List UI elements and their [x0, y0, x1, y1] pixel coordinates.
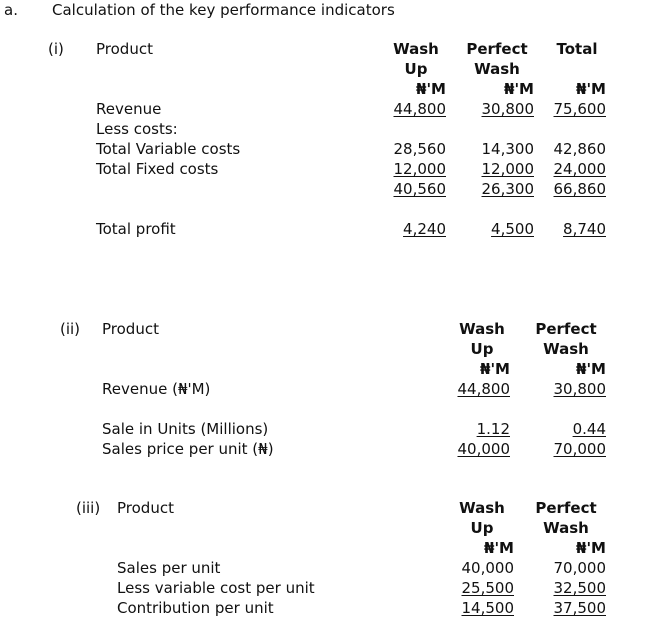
part-i-profit-perfect-wash: 4,500 — [491, 220, 534, 238]
part-ii-price-wash-up: 40,000 — [457, 440, 510, 458]
part-ii-units-wash-up: 1.12 — [476, 420, 510, 438]
part-i-col-wash-up-line1: Wash — [393, 40, 439, 58]
part-iii-col-wash-up-line2: Up — [470, 519, 494, 537]
part-i-col-total: Total — [556, 40, 598, 58]
part-iii-contribution-wash-up: 14,500 — [461, 599, 514, 617]
part-iii-marker: (iii) — [76, 499, 101, 517]
part-i-unit-total: ₦'M — [576, 80, 606, 98]
part-i-product-label: Product — [96, 40, 153, 58]
part-ii-revenue-perfect-wash: 30,800 — [553, 380, 606, 398]
part-i-fixed-label: Total Fixed costs — [96, 160, 219, 178]
part-i-fixed-wash-up: 12,000 — [393, 160, 446, 178]
part-i-profit-wash-up: 4,240 — [403, 220, 446, 238]
part-ii-col-wash-up-line2: Up — [470, 340, 494, 358]
part-iii-sales-label: Sales per unit — [117, 559, 221, 577]
section-title: Calculation of the key performance indicators — [52, 1, 395, 19]
part-i-total-costs-wash-up: 40,560 — [393, 180, 446, 198]
part-i-fixed-total: 24,000 — [553, 160, 606, 178]
part-i-col-perfect-wash-line1: Perfect — [466, 40, 528, 58]
part-iii-unit-perfect-wash: ₦'M — [576, 539, 606, 557]
part-i-variable-total: 42,860 — [553, 140, 606, 158]
part-ii-product-label: Product — [102, 320, 159, 338]
part-ii-col-perfect-wash-line1: Perfect — [535, 320, 597, 338]
part-i-variable-wash-up: 28,560 — [393, 140, 446, 158]
part-i-variable-label: Total Variable costs — [96, 140, 241, 158]
part-iii-unit-wash-up: ₦'M — [484, 539, 514, 557]
part-ii-price-label: Sales price per unit (₦) — [102, 440, 274, 458]
part-iii-col-perfect-wash-line2: Wash — [543, 519, 589, 537]
part-i-profit-label: Total profit — [96, 220, 176, 238]
part-ii-units-label: Sale in Units (Millions) — [102, 420, 269, 438]
part-i-revenue-wash-up: 44,800 — [393, 100, 446, 118]
part-iii-col-wash-up-line1: Wash — [459, 499, 505, 517]
part-i-profit-total: 8,740 — [563, 220, 606, 238]
part-i-revenue-label: Revenue — [96, 100, 162, 118]
part-i-col-wash-up-line2: Up — [404, 60, 428, 78]
section-letter: a. — [4, 1, 18, 19]
part-iii-variable-perfect-wash: 32,500 — [553, 579, 606, 597]
part-i-unit-perfect-wash: ₦'M — [504, 80, 534, 98]
part-i-less-costs-label: Less costs: — [96, 120, 178, 138]
part-ii-price-perfect-wash: 70,000 — [553, 440, 606, 458]
part-i-marker: (i) — [48, 40, 64, 58]
part-iii-sales-perfect-wash: 70,000 — [553, 559, 606, 577]
part-i-revenue-perfect-wash: 30,800 — [481, 100, 534, 118]
part-ii-revenue-wash-up: 44,800 — [457, 380, 510, 398]
part-iii-variable-label: Less variable cost per unit — [117, 579, 315, 597]
part-ii-revenue-label: Revenue (₦'M) — [102, 380, 211, 398]
part-iii-contribution-perfect-wash: 37,500 — [553, 599, 606, 617]
part-iii-variable-wash-up: 25,500 — [461, 579, 514, 597]
part-i-unit-wash-up: ₦'M — [416, 80, 446, 98]
part-iii-sales-wash-up: 40,000 — [461, 559, 514, 577]
part-ii-col-perfect-wash-line2: Wash — [543, 340, 589, 358]
part-i-revenue-total: 75,600 — [553, 100, 606, 118]
part-iii-contribution-label: Contribution per unit — [117, 599, 274, 617]
part-ii-units-perfect-wash: 0.44 — [572, 420, 606, 438]
part-iii-product-label: Product — [117, 499, 174, 517]
part-i-col-perfect-wash-line2: Wash — [474, 60, 520, 78]
part-ii-marker: (ii) — [60, 320, 81, 338]
part-i-total-costs-total: 66,860 — [553, 180, 606, 198]
part-ii-unit-wash-up: ₦'M — [480, 360, 510, 378]
part-ii-col-wash-up-line1: Wash — [459, 320, 505, 338]
part-ii-unit-perfect-wash: ₦'M — [576, 360, 606, 378]
part-i-total-costs-perfect-wash: 26,300 — [481, 180, 534, 198]
part-i-variable-perfect-wash: 14,300 — [481, 140, 534, 158]
part-i-fixed-perfect-wash: 12,000 — [481, 160, 534, 178]
part-iii-col-perfect-wash-line1: Perfect — [535, 499, 597, 517]
